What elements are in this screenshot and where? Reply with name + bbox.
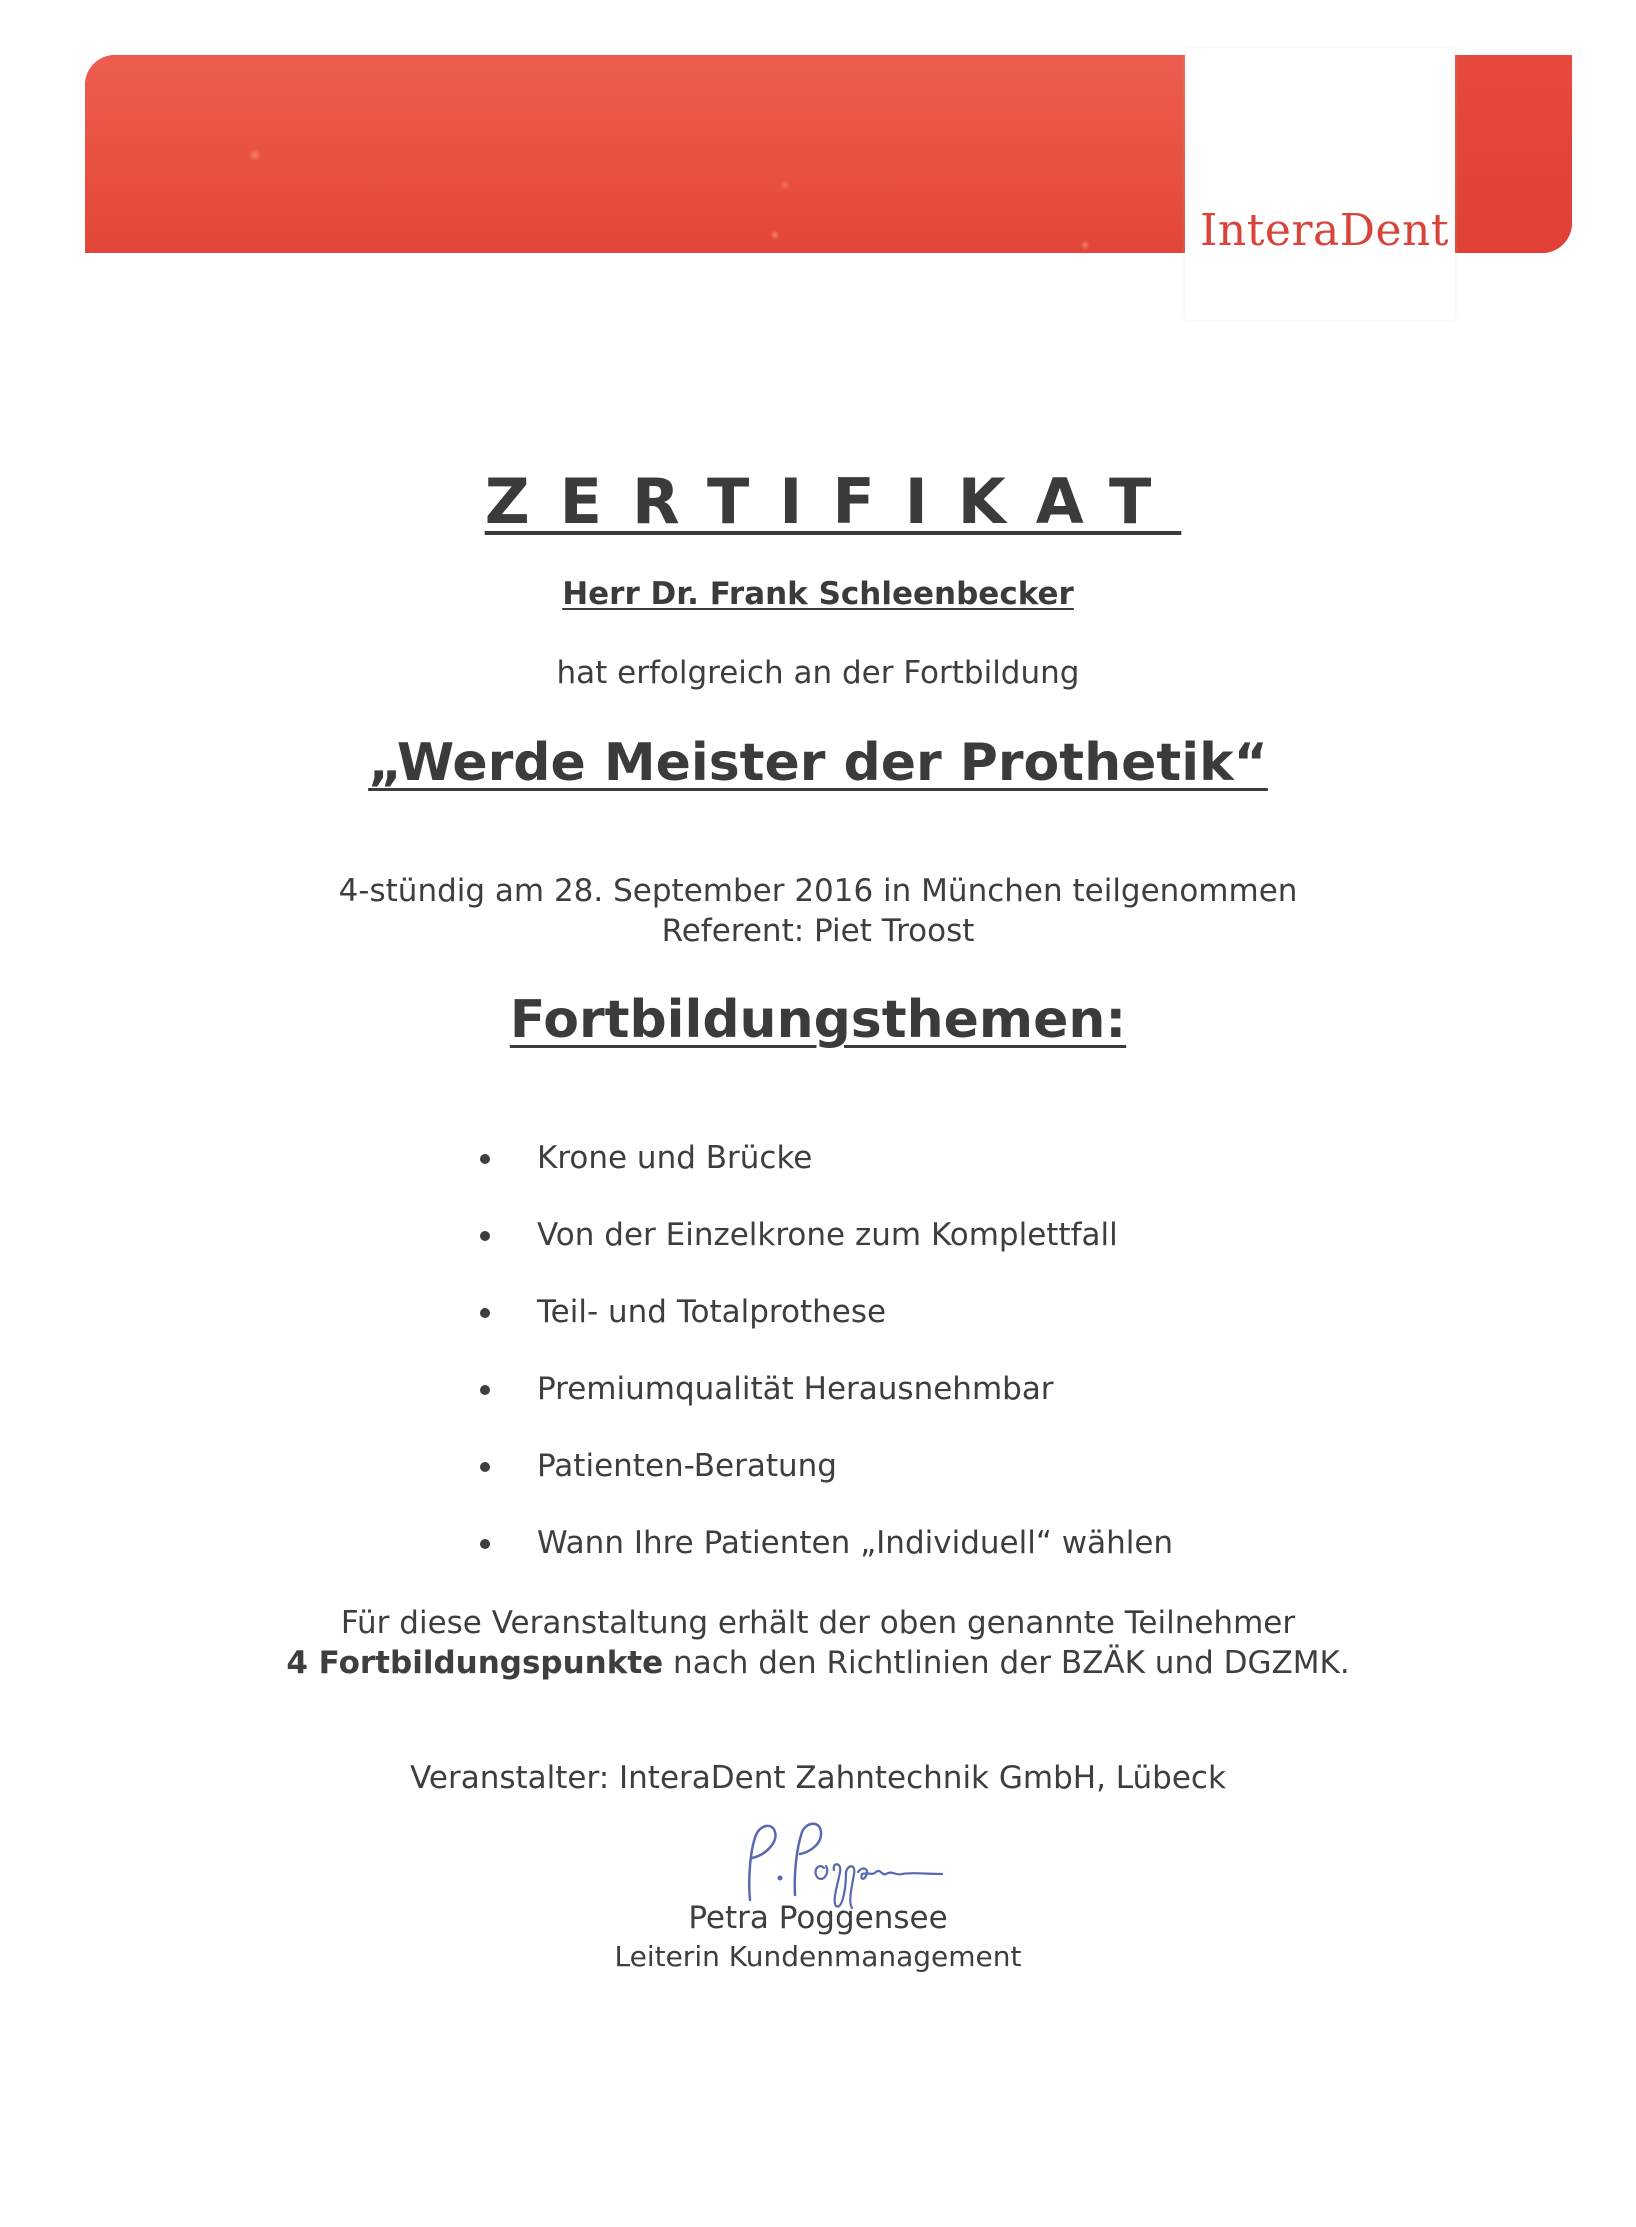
points-guidelines: nach den Richtlinien der BZÄK und DGZMK. [663, 1645, 1350, 1681]
header-banner-tab [1455, 55, 1572, 253]
points-text-line1: Für diese Veranstaltung erhält der oben genannte Teilnehmer [340, 1605, 1296, 1641]
topic-label: Wann Ihre Patienten „Individuell“ wählen [537, 1525, 1174, 1561]
topic-label: Von der Einzelkrone zum Komplettfall [537, 1217, 1118, 1253]
organizer-line: Veranstalter: InteraDent Zahntechnik GmbH, Lübeck [410, 1760, 1226, 1796]
list-item [0, 1448, 1636, 1488]
speaker-line: Referent: Piet Troost [661, 913, 975, 949]
bullet-icon [480, 1231, 490, 1241]
points-count: 4 Fortbildungspunkte [286, 1645, 664, 1681]
bullet-icon [480, 1154, 490, 1164]
bullet-icon [480, 1539, 490, 1549]
list-item [0, 1140, 1636, 1180]
topic-label: Premiumqualität Herausnehmbar [537, 1371, 1054, 1407]
list-item [0, 1294, 1636, 1334]
certificate-title: ZERTIFIKAT [484, 465, 1182, 538]
bullet-icon [480, 1462, 490, 1472]
topic-label: Krone und Brücke [537, 1140, 813, 1176]
intro-text: hat erfolgreich an der Fortbildung [556, 655, 1080, 691]
recipient-name: Herr Dr. Frank Schleenbecker [562, 576, 1074, 612]
signer-role: Leiterin Kundenmanagement [614, 1940, 1022, 1973]
list-item [0, 1217, 1636, 1257]
bullet-icon [480, 1308, 490, 1318]
list-item [0, 1371, 1636, 1411]
header-banner-left [85, 55, 1185, 253]
company-logo: InteraDent [1200, 205, 1450, 256]
topic-label: Teil- und Totalprothese [537, 1294, 887, 1330]
points-text-line2 [0, 1645, 1636, 1681]
topics-heading: Fortbildungsthemen: [509, 990, 1127, 1050]
topic-label: Patienten-Beratung [537, 1448, 837, 1484]
course-title: „Werde Meister der Prothetik“ [368, 733, 1268, 793]
signer-name: Petra Poggensee [688, 1900, 948, 1936]
list-item [0, 1525, 1636, 1565]
date-location-line: 4-stündig am 28. September 2016 in München teilgenommen [338, 873, 1298, 909]
bullet-icon [480, 1385, 490, 1395]
logo-panel [1185, 48, 1455, 320]
